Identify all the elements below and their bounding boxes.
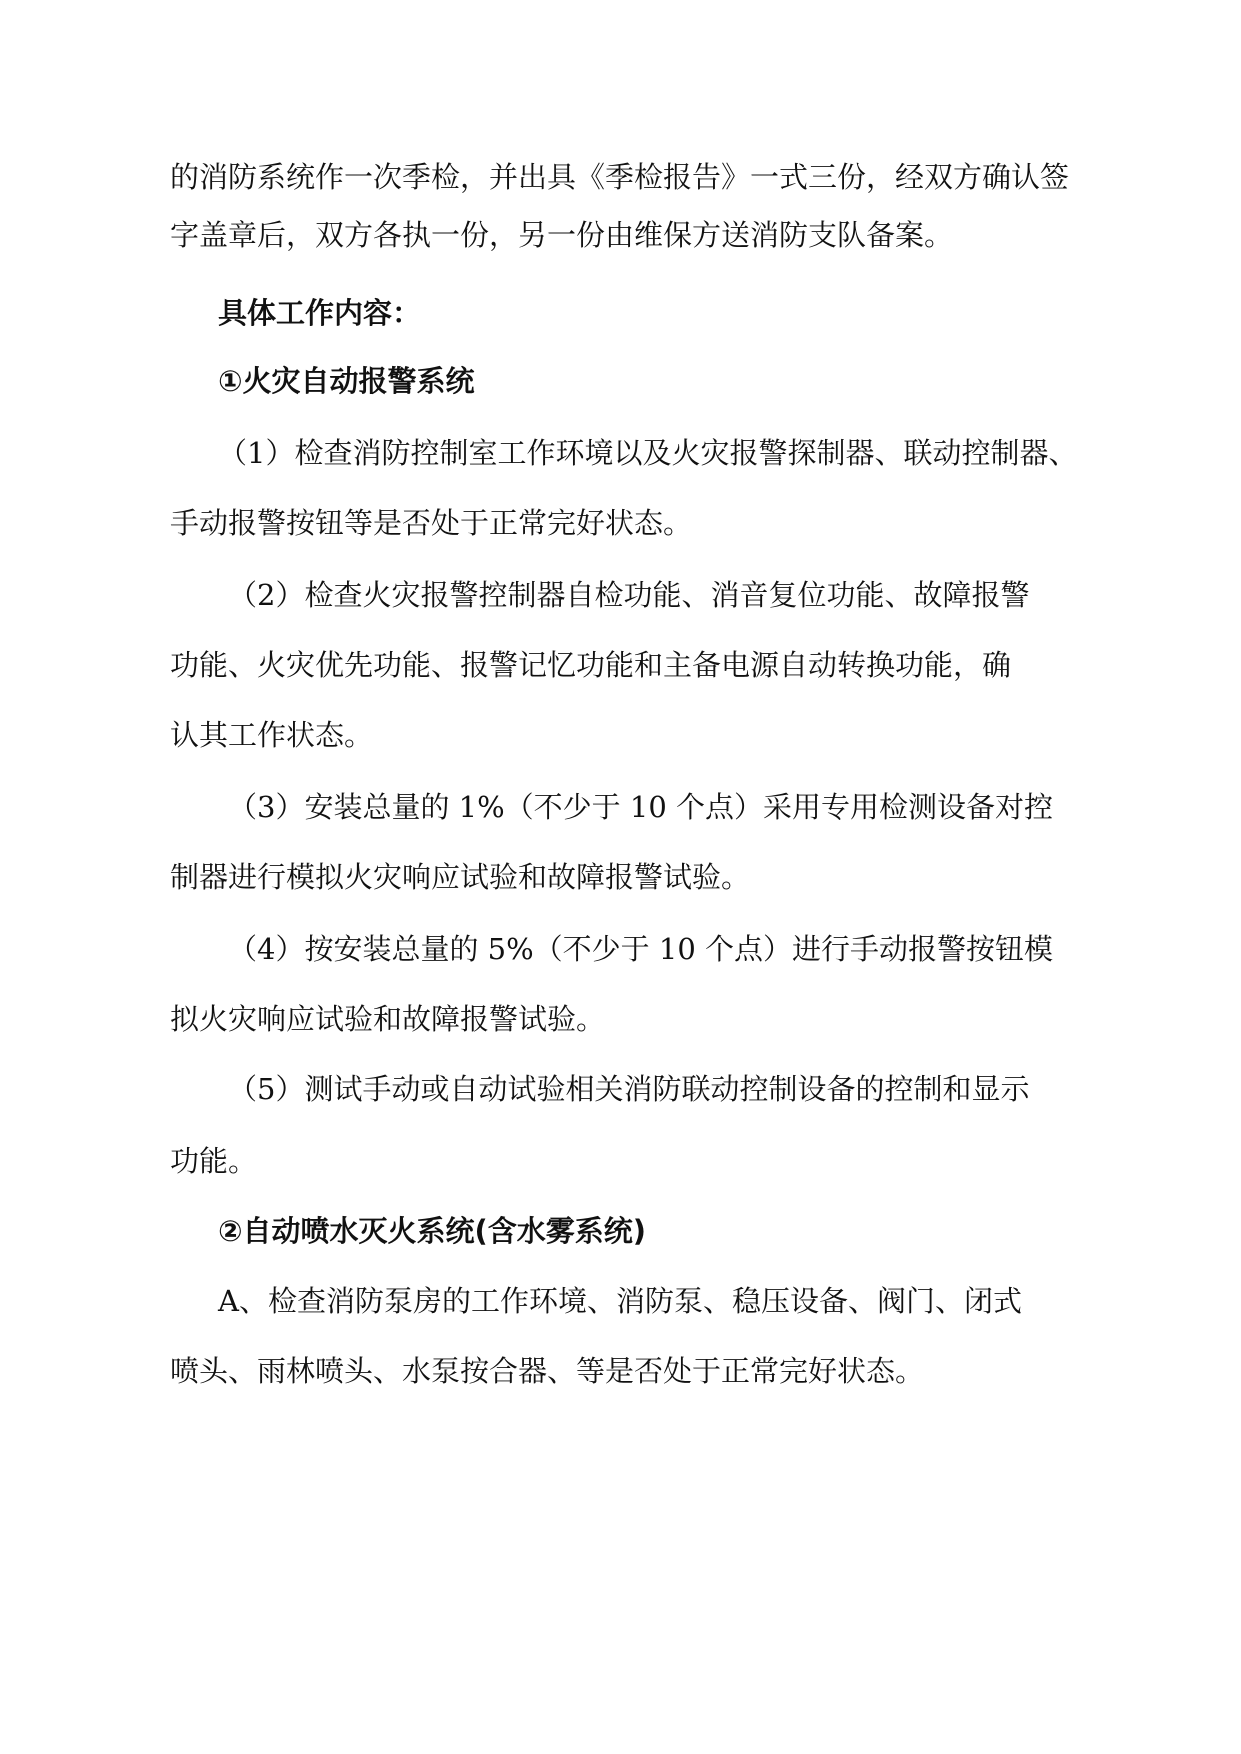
subsection-heading: ②自动喷水灭火系统(含水雾系统) — [218, 1214, 647, 1248]
list-item-text: 制器进行模拟火灾响应试验和故障报警试验。 — [170, 860, 751, 894]
list-item-text: A、检查消防泵房的工作环境、消防泵、稳压设备、阀门、闭式 — [218, 1284, 1022, 1318]
body-text-line: 字盖章后，双方各执一份，另一份由维保方送消防支队备案。 — [170, 218, 954, 252]
section-heading: 具体工作内容： — [218, 296, 422, 330]
list-item-text: 功能。 — [170, 1144, 258, 1178]
list-item-text: （5）测试手动或自动试验相关消防联动控制设备的控制和显示 — [228, 1072, 1030, 1106]
list-item-text: （3）安装总量的 1%（不少于 10 个点）采用专用检测设备对控 — [228, 790, 1054, 824]
list-item-text: （4）按安装总量的 5%（不少于 10 个点）进行手动报警按钮模 — [228, 932, 1054, 966]
list-item-text: 手动报警按钮等是否处于正常完好状态。 — [170, 506, 693, 540]
list-item-text: 喷头、雨林喷头、水泵按合器、等是否处于正常完好状态。 — [170, 1354, 925, 1388]
subsection-heading: ①火灾自动报警系统 — [218, 364, 475, 398]
list-item-text: 拟火灾响应试验和故障报警试验。 — [170, 1002, 606, 1036]
list-item-text: （1）检查消防控制室工作环境以及火灾报警探制器、联动控制器、 — [218, 436, 1078, 470]
list-item-text: 认其工作状态。 — [170, 718, 374, 752]
list-item-text: 功能、火灾优先功能、报警记忆功能和主备电源自动转换功能，确 — [170, 648, 1012, 682]
list-item-text: （2）检查火灾报警控制器自检功能、消音复位功能、故障报警 — [228, 578, 1030, 612]
body-text-line: 的消防系统作一次季检，并出具《季检报告》一式三份，经双方确认签 — [170, 160, 1070, 194]
